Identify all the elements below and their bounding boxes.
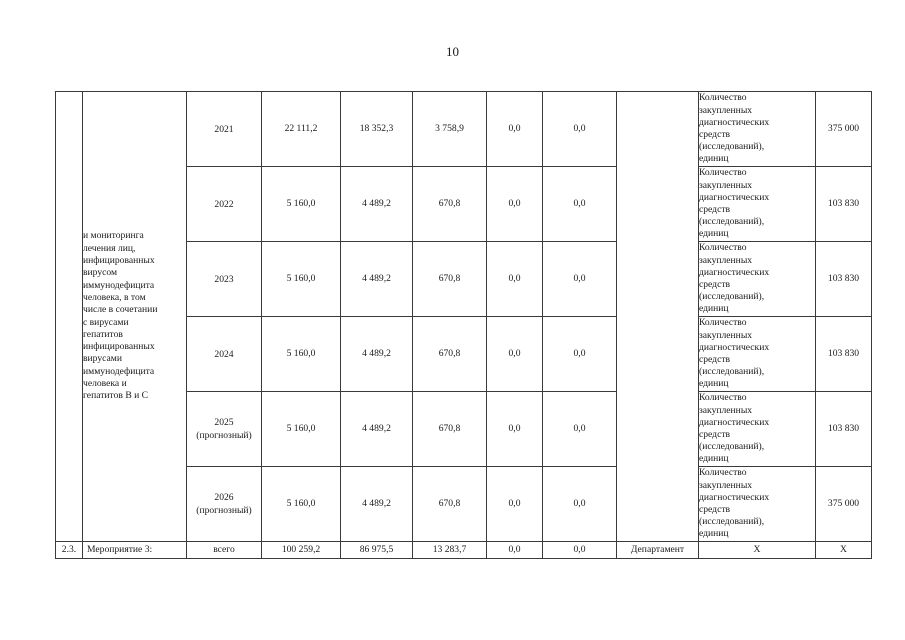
year-cell	[187, 392, 262, 467]
amount-cell-c2: 670,8	[413, 467, 487, 542]
year-label: 2025	[214, 417, 234, 428]
indicator-line: средств	[699, 504, 731, 515]
indicator-line: единиц	[699, 528, 729, 540]
indicator-text	[699, 468, 815, 541]
amount-cell-c3: 0,0	[487, 92, 543, 167]
year-note: (прогнозный)	[196, 505, 252, 516]
amount-cell-c1: 18 352,3	[341, 92, 413, 167]
indicator-cell	[699, 242, 816, 317]
summary-total: 100 259,2	[262, 542, 341, 559]
year-label: 2026	[214, 492, 234, 503]
indicator-cell	[699, 467, 816, 542]
indicator-line: диагностических	[699, 416, 770, 428]
amount-cell-c1: 4 489,2	[341, 392, 413, 467]
year-label: 2022	[214, 198, 234, 210]
summary-period: всего	[187, 542, 262, 559]
indicator-line: (исследований),	[699, 441, 765, 453]
year-label: 2023	[214, 273, 234, 285]
description-line: иммунодефицита	[83, 365, 155, 377]
summary-executor: Департамент	[617, 542, 699, 559]
description-line: человека, в том	[83, 291, 146, 303]
indicator-text	[699, 93, 815, 166]
indicator-cell	[699, 92, 816, 167]
amount-cell-c2: 670,8	[413, 392, 487, 467]
indicator-line: (исследований),	[699, 216, 765, 228]
amount-cell-c3: 0,0	[487, 167, 543, 242]
amount-cell-total: 5 160,0	[262, 317, 341, 392]
executor-cell	[617, 92, 699, 542]
indicator-line: диагностических	[699, 341, 770, 353]
amount-cell-total: 5 160,0	[262, 167, 341, 242]
amount-cell-c4: 0,0	[543, 92, 617, 167]
amount-cell-total: 5 160,0	[262, 242, 341, 317]
indicator-line: диагностических	[699, 191, 770, 203]
indicator-line: закупленных	[699, 404, 753, 416]
table-body	[56, 92, 872, 559]
indicator-value: 103 830	[816, 167, 872, 242]
indicator-line: диагностических	[699, 491, 770, 503]
indicator-text	[699, 243, 815, 316]
indicator-text	[699, 318, 815, 391]
amount-cell-c1: 4 489,2	[341, 467, 413, 542]
amount-cell-c2: 3 758,9	[413, 92, 487, 167]
indicator-line: единиц	[699, 453, 729, 465]
amount-cell-c1: 4 489,2	[341, 242, 413, 317]
indicator-line: закупленных	[699, 254, 753, 266]
description-line: лечения лиц,	[83, 242, 136, 254]
indicator-line: единиц	[699, 303, 729, 315]
description-line: инфицированных	[83, 341, 155, 353]
measure-description	[83, 92, 187, 542]
amount-cell-total: 5 160,0	[262, 467, 341, 542]
year-cell	[187, 467, 262, 542]
indicator-value: 375 000	[816, 467, 872, 542]
indicator-line: средств	[699, 204, 731, 215]
summary-indicator: Х	[699, 542, 816, 559]
indicator-line: Количество	[699, 242, 747, 254]
description-line: с вирусами	[83, 316, 129, 328]
indicator-line: Количество	[699, 392, 747, 404]
summary-c4: 0,0	[543, 542, 617, 559]
indicator-line: Количество	[699, 467, 747, 479]
year-cell	[187, 242, 262, 317]
indicator-line: диагностических	[699, 266, 770, 278]
amount-cell-c4: 0,0	[543, 242, 617, 317]
year-label: 2024	[214, 348, 234, 360]
amount-cell-c4: 0,0	[543, 317, 617, 392]
amount-cell-c1: 4 489,2	[341, 317, 413, 392]
year-label: 2021	[214, 123, 234, 135]
indicator-line: Количество	[699, 92, 747, 104]
indicator-cell	[699, 317, 816, 392]
description-line: инфицированных	[83, 255, 155, 267]
summary-c3: 0,0	[487, 542, 543, 559]
indicator-line: (исследований),	[699, 291, 765, 303]
indicator-line: (исследований),	[699, 141, 765, 153]
indicator-text	[699, 168, 815, 241]
summary-row	[56, 542, 872, 559]
indicator-line: Количество	[699, 167, 747, 179]
indicator-line: средств	[699, 129, 731, 140]
indicator-value: 375 000	[816, 92, 872, 167]
description-line: вирусами	[83, 353, 122, 365]
description-line: человека и	[83, 377, 127, 389]
indicator-line: закупленных	[699, 329, 753, 341]
indicator-value: 103 830	[816, 317, 872, 392]
indicator-line: закупленных	[699, 179, 753, 191]
amount-cell-c3: 0,0	[487, 317, 543, 392]
page-number: 10	[446, 44, 459, 59]
description-line: числе в сочетании	[83, 304, 158, 316]
description-line: вирусом	[83, 267, 118, 279]
description-line: гепатитов	[83, 328, 123, 340]
year-cell	[187, 317, 262, 392]
amount-cell-c2: 670,8	[413, 317, 487, 392]
description-line: иммунодефицита	[83, 279, 155, 291]
indicator-line: Количество	[699, 317, 747, 329]
summary-c2: 13 283,7	[413, 542, 487, 559]
indicator-line: единиц	[699, 153, 729, 165]
amount-cell-c2: 670,8	[413, 242, 487, 317]
summary-title: Мероприятие 3:	[83, 542, 187, 559]
amount-cell-c4: 0,0	[543, 392, 617, 467]
indicator-line: (исследований),	[699, 366, 765, 378]
summary-c1: 86 975,5	[341, 542, 413, 559]
indicator-cell	[699, 167, 816, 242]
amount-cell-total: 5 160,0	[262, 392, 341, 467]
year-cell	[187, 92, 262, 167]
table-row	[56, 92, 872, 167]
indicator-line: (исследований),	[699, 516, 765, 528]
row-number-cell	[56, 92, 83, 542]
year-cell	[187, 167, 262, 242]
indicator-line: закупленных	[699, 104, 753, 116]
year-note: (прогнозный)	[196, 430, 252, 441]
indicator-value: 103 830	[816, 242, 872, 317]
indicator-line: единиц	[699, 378, 729, 390]
amount-cell-total: 22 111,2	[262, 92, 341, 167]
amount-cell-c3: 0,0	[487, 242, 543, 317]
indicator-line: закупленных	[699, 479, 753, 491]
description-line: и мониторинга	[83, 230, 144, 242]
amount-cell-c4: 0,0	[543, 467, 617, 542]
indicator-value: 103 830	[816, 392, 872, 467]
indicator-text	[699, 393, 815, 466]
program-table	[55, 91, 872, 559]
indicator-line: средств	[699, 354, 731, 365]
amount-cell-c4: 0,0	[543, 167, 617, 242]
amount-cell-c2: 670,8	[413, 167, 487, 242]
indicator-line: средств	[699, 279, 731, 290]
amount-cell-c1: 4 489,2	[341, 167, 413, 242]
indicator-line: диагностических	[699, 116, 770, 128]
summary-value: Х	[816, 542, 872, 559]
amount-cell-c3: 0,0	[487, 392, 543, 467]
summary-number: 2.3.	[56, 542, 83, 559]
description-line: гепатитов В и С	[83, 390, 149, 402]
indicator-line: средств	[699, 429, 731, 440]
amount-cell-c3: 0,0	[487, 467, 543, 542]
indicator-cell	[699, 392, 816, 467]
indicator-line: единиц	[699, 228, 729, 240]
